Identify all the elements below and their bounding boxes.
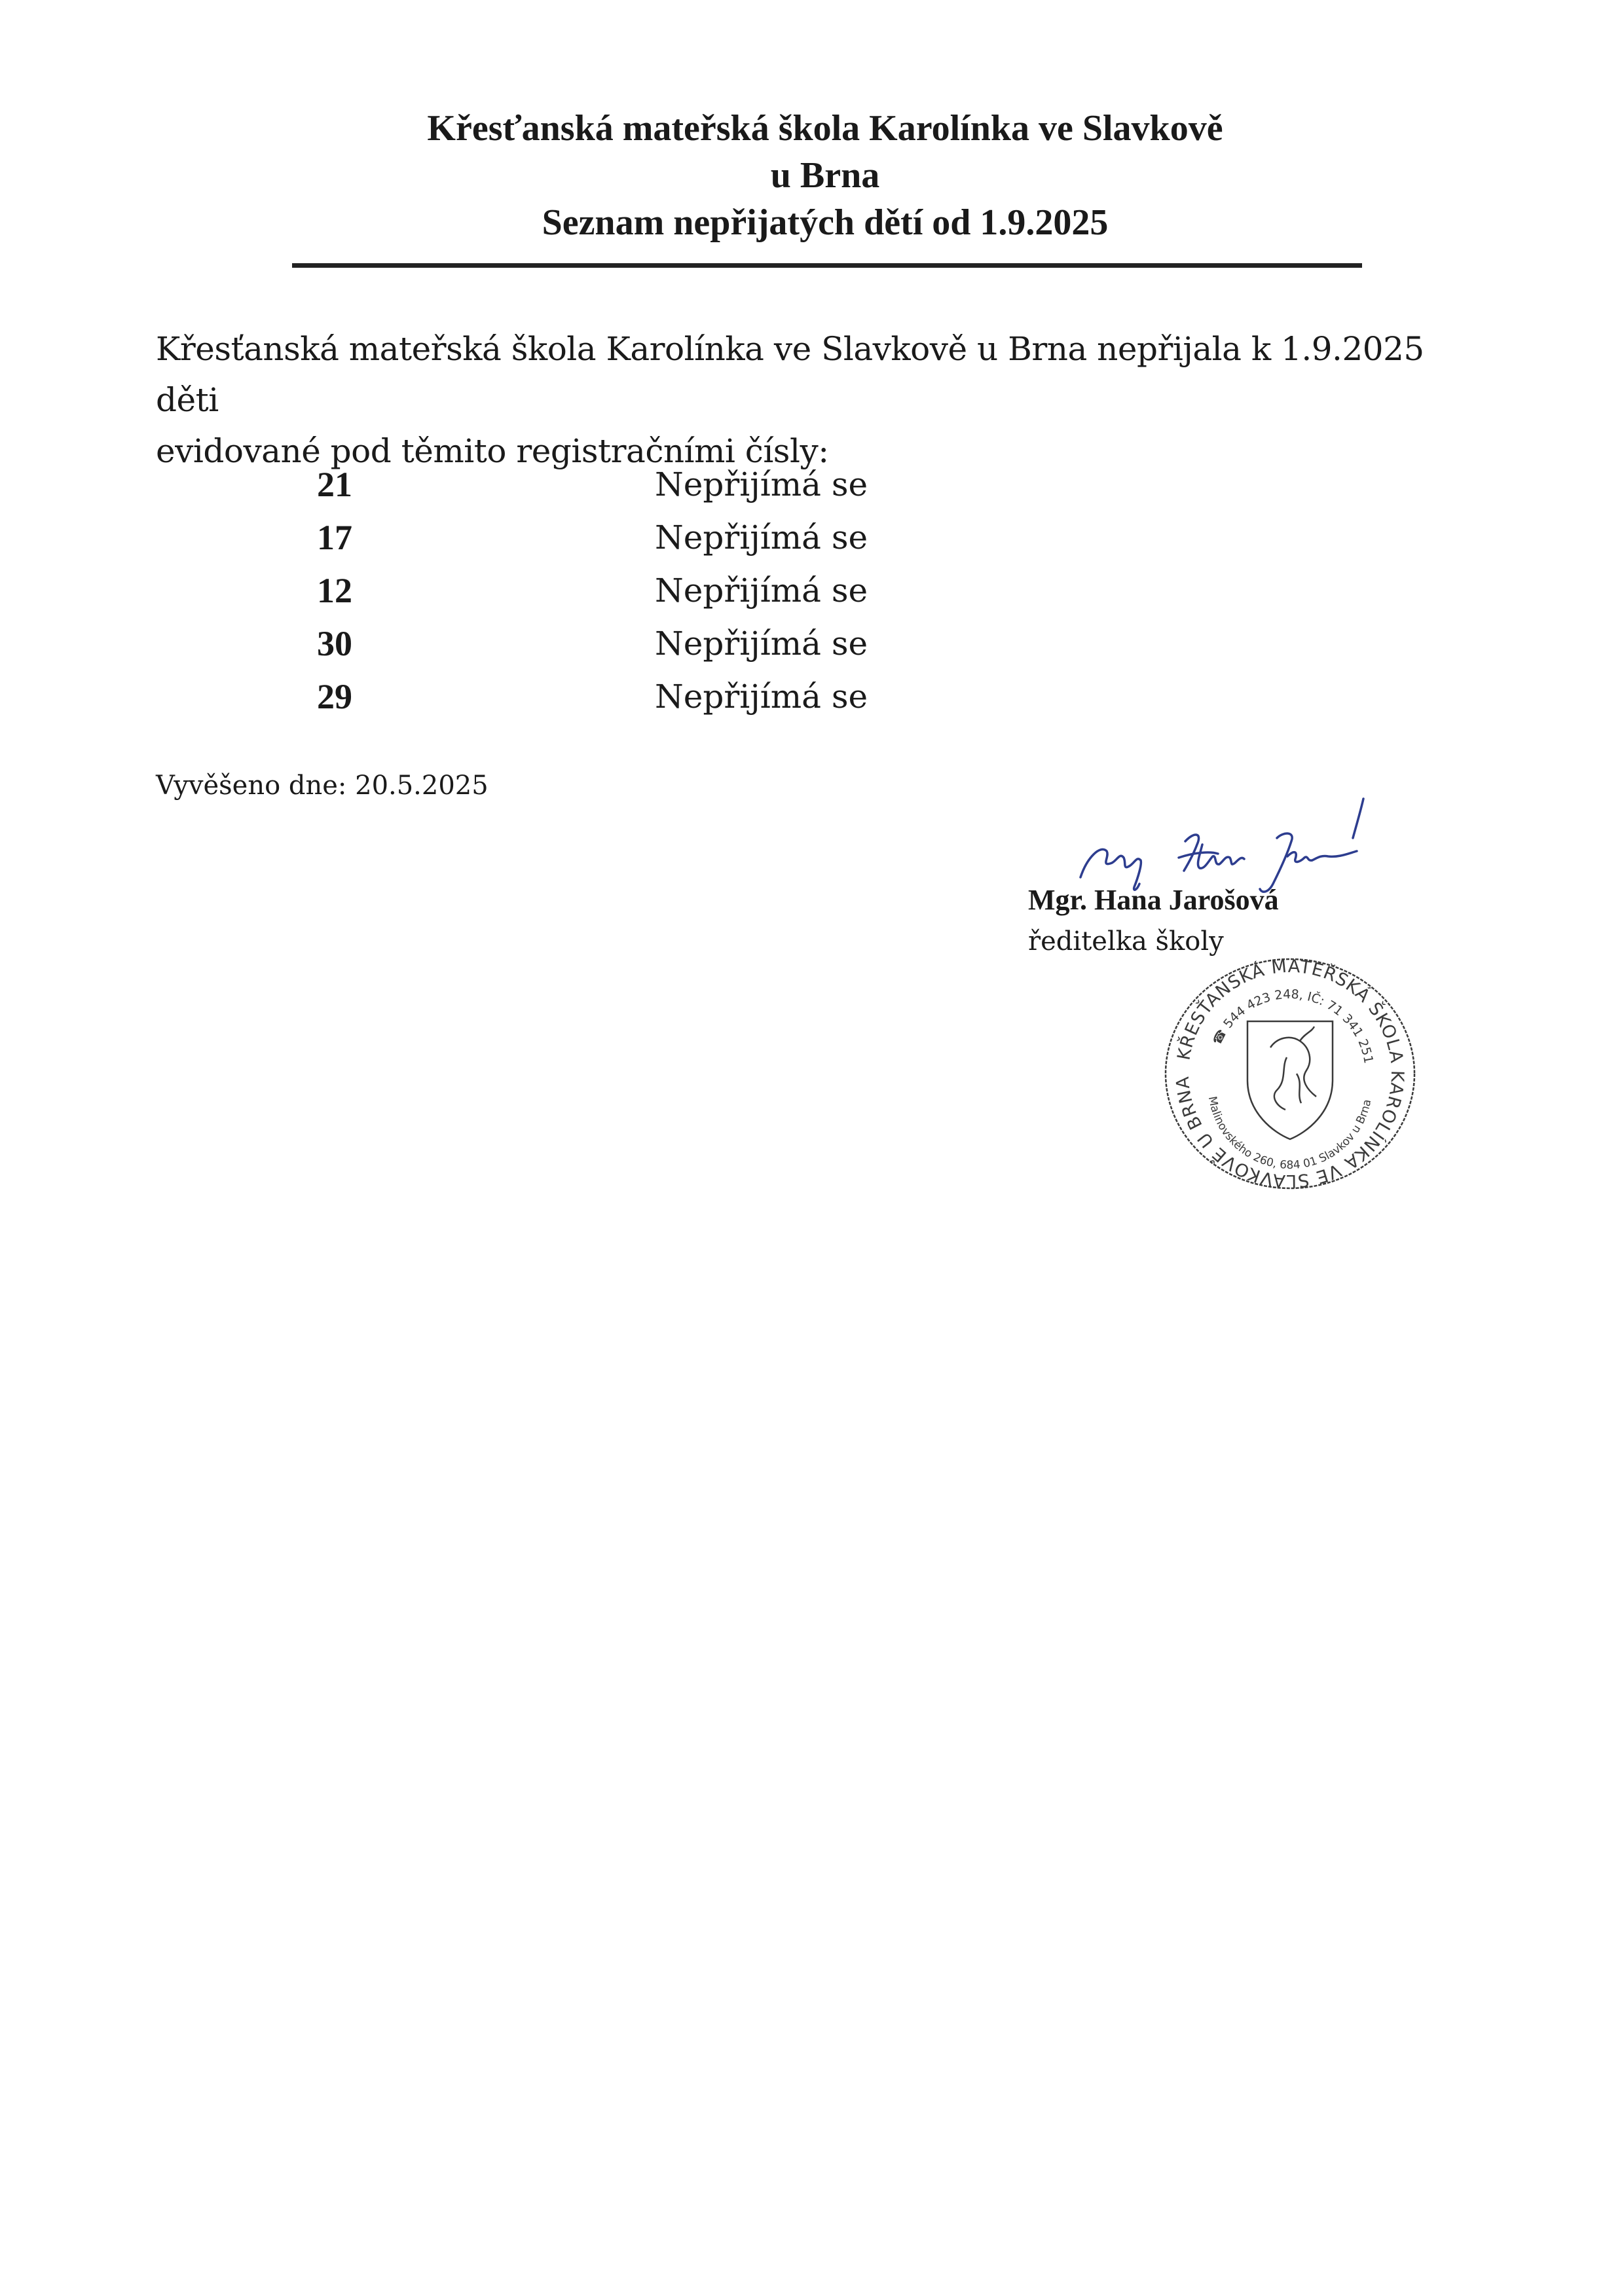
registration-row bbox=[0, 458, 1624, 511]
registration-number: 12 bbox=[317, 571, 352, 610]
stamp-outer-text: KŘESŤANSKÁ MATEŘSKÁ ŠKOLA KAROLÍNKA VE SLAVKOVĚ U BRNA bbox=[1172, 956, 1408, 1192]
registration-row bbox=[0, 670, 1624, 723]
school-location-line: u Brna bbox=[770, 155, 880, 196]
registration-status: Nepřijímá se bbox=[655, 519, 868, 556]
registration-status: Nepřijímá se bbox=[655, 678, 868, 716]
signer-role: ředitelka školy bbox=[1028, 926, 1224, 957]
registration-list bbox=[0, 458, 1624, 723]
registration-status: Nepřijímá se bbox=[655, 465, 868, 503]
document-header bbox=[288, 105, 1362, 246]
document-title: Seznam nepřijatých dětí od 1.9.2025 bbox=[542, 202, 1109, 243]
registration-number: 29 bbox=[317, 677, 352, 716]
school-stamp bbox=[1136, 943, 1444, 1205]
registration-row bbox=[0, 511, 1624, 564]
stamp-address-text: Malinovského 260, 684 01 Slavkov u Brna bbox=[1205, 1095, 1375, 1173]
stamp-inner-text: ☎ 544 423 248, IČ: 71 341 251 bbox=[1209, 987, 1376, 1065]
svg-text:☎ 544 423 248, IČ: 71 341 251 bbox=[1209, 987, 1376, 1065]
school-name-line: Křesťanská mateřská škola Karolínka ve Slavkově bbox=[427, 108, 1223, 149]
registration-status: Nepřijímá se bbox=[655, 625, 868, 663]
registration-number: 21 bbox=[317, 465, 352, 504]
registration-number: 17 bbox=[317, 518, 352, 557]
intro-line-1: Křesťanská mateřská škola Karolínka ve Slavkově u Brna nepřijala k 1.9.2025 děti bbox=[156, 330, 1424, 419]
signer-name: Mgr. Hana Jarošová bbox=[1028, 884, 1279, 916]
registration-number: 30 bbox=[317, 624, 352, 663]
registration-status: Nepřijímá se bbox=[655, 572, 868, 610]
registration-row bbox=[0, 617, 1624, 670]
registration-row bbox=[0, 564, 1624, 617]
intro-paragraph bbox=[156, 323, 1492, 477]
header-divider bbox=[292, 263, 1362, 268]
intro-line-2: evidované pod těmito registračními čísly: bbox=[156, 432, 829, 470]
posted-date: Vyvěšeno dne: 20.5.2025 bbox=[156, 771, 489, 801]
